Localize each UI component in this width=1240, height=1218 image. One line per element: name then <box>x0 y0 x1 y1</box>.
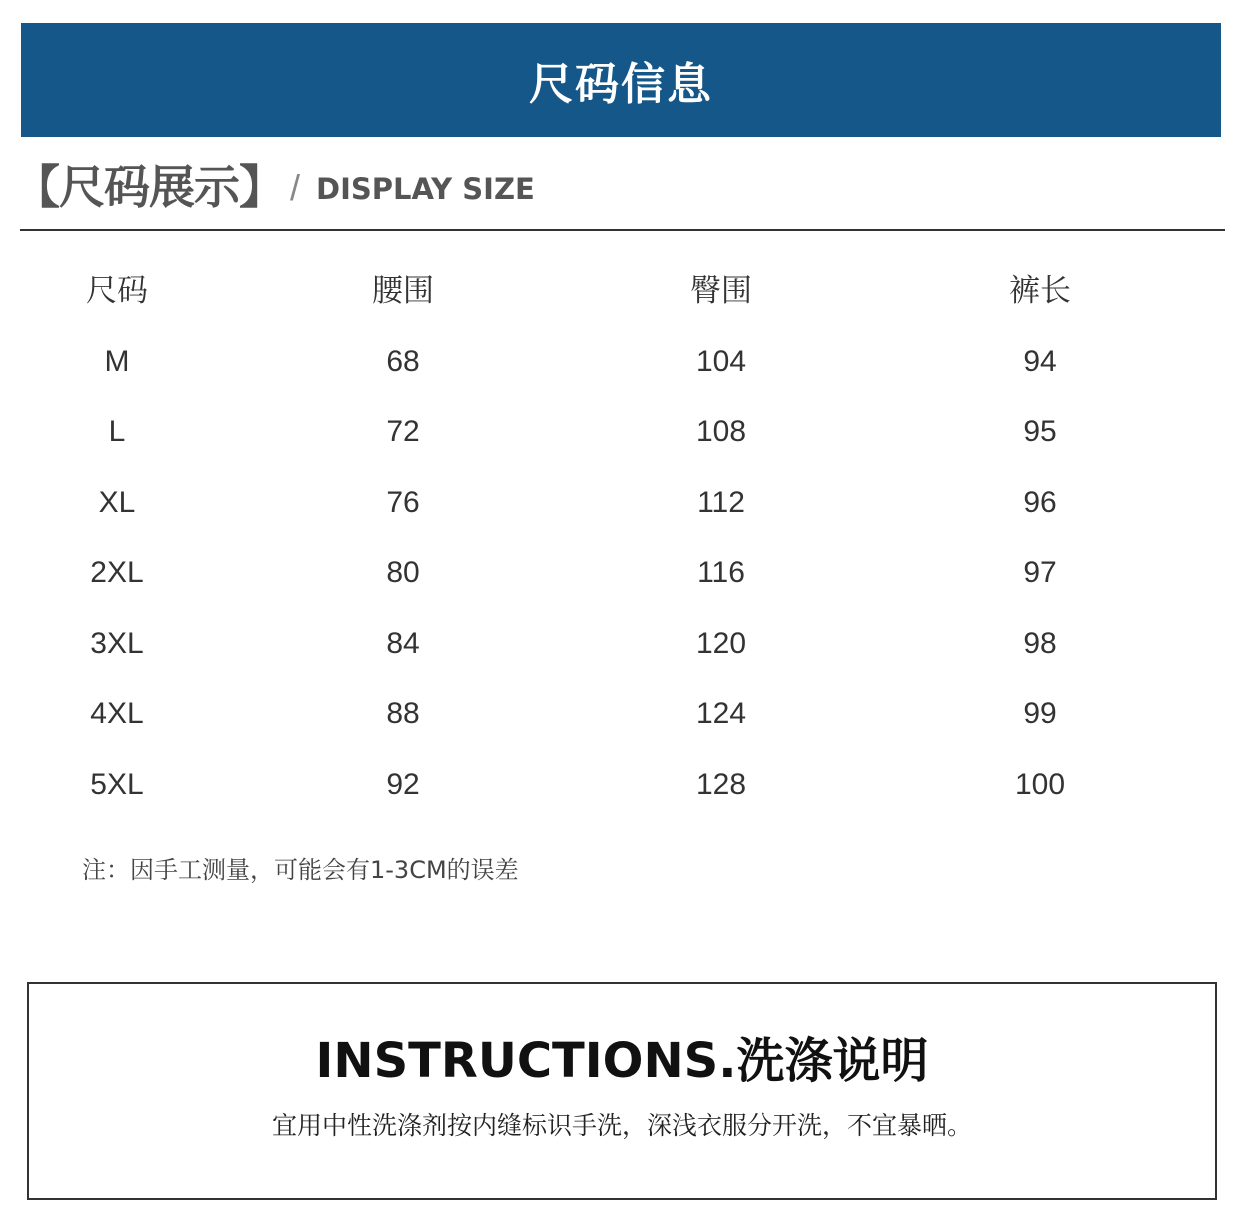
header-hip: 臀围 <box>690 273 752 309</box>
cell-hip: 128 <box>695 767 747 801</box>
display-size-heading <box>14 152 535 216</box>
cell-size: 3XL <box>90 626 144 660</box>
table-header-row <box>0 256 1240 327</box>
header-waist: 腰围 <box>372 273 434 309</box>
instructions-text: 宜用中性洗涤剂按内缝标识手洗，深浅衣服分开洗，不宜暴晒。 <box>271 1111 972 1140</box>
section-title-en: DISPLAY SIZE <box>316 172 535 206</box>
table-row <box>0 538 1240 609</box>
cell-hip: 120 <box>695 626 747 660</box>
cell-length: 96 <box>1023 485 1057 519</box>
section-title-slash: / <box>290 167 301 208</box>
cell-hip: 124 <box>695 697 747 730</box>
size-table <box>0 256 1240 820</box>
cell-hip: 104 <box>695 344 747 378</box>
cell-length: 95 <box>1023 415 1057 448</box>
table-row <box>0 468 1240 539</box>
cell-length: 100 <box>1014 767 1066 801</box>
cell-hip: 108 <box>695 415 747 448</box>
measurement-note: 注：因手工测量，可能会有1-3CM的误差 <box>82 856 519 884</box>
cell-hip: 112 <box>697 485 745 519</box>
banner-title: 尺码信息 <box>529 59 713 110</box>
size-info-banner <box>21 23 1221 137</box>
cell-waist: 68 <box>386 344 420 378</box>
cell-size: M <box>104 344 130 378</box>
table-row <box>0 679 1240 750</box>
cell-size: 5XL <box>90 767 144 801</box>
washing-instructions-box <box>27 982 1217 1200</box>
cell-waist: 84 <box>386 626 420 660</box>
cell-waist: 72 <box>386 415 420 448</box>
instructions-title: INSTRUCTIONS.洗涤说明 <box>315 1033 929 1089</box>
header-size: 尺码 <box>86 273 148 309</box>
header-length: 裤长 <box>1009 273 1071 309</box>
cell-size: XL <box>98 485 136 519</box>
section-divider <box>20 229 1225 231</box>
table-row <box>0 327 1240 398</box>
cell-size: 4XL <box>90 697 144 730</box>
cell-waist: 88 <box>386 697 420 730</box>
cell-size: 2XL <box>90 556 144 589</box>
cell-length: 94 <box>1023 344 1057 378</box>
cell-size: L <box>108 415 126 448</box>
table-row <box>0 750 1240 821</box>
table-row <box>0 397 1240 468</box>
cell-waist: 76 <box>386 485 420 519</box>
cell-hip: 116 <box>697 556 745 589</box>
cell-waist: 92 <box>386 767 420 801</box>
cell-length: 98 <box>1023 626 1057 660</box>
section-title-cn: 【尺码展示】 <box>14 160 284 214</box>
cell-length: 97 <box>1023 556 1057 589</box>
cell-length: 99 <box>1023 697 1057 730</box>
table-row <box>0 609 1240 680</box>
cell-waist: 80 <box>386 556 420 589</box>
